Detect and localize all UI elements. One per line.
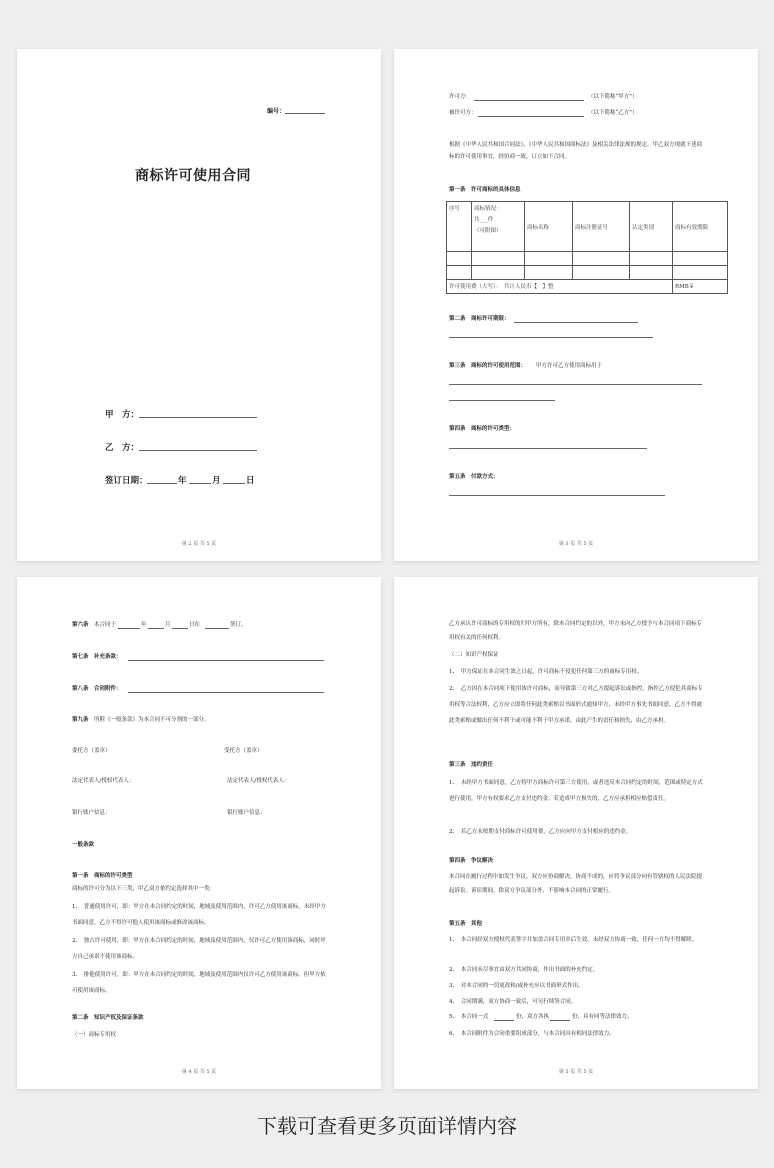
party-b-label: 乙 方： [105, 443, 140, 453]
article-3-blank [449, 384, 702, 385]
contract-number-label: 编号： [267, 108, 286, 115]
status-line-1: 商标情况： [474, 206, 502, 212]
article-8-title: 第八条 合同附件： [72, 686, 122, 692]
licensor-label: 许可方： [449, 94, 472, 100]
article-2-blank [514, 322, 638, 323]
article-3-text: 甲方许可乙方使用商标用于 [536, 363, 603, 369]
month-label: 月 [212, 476, 221, 486]
gt-article-2-title: 第二条 知识产权及保证条款 [72, 1015, 144, 1021]
page-5 [394, 577, 758, 1089]
col-header-status [472, 202, 525, 252]
col-header-validity: 商标有效期限 [673, 202, 728, 252]
licensee-note: （以下简称“乙方”） [588, 110, 638, 116]
bank-info-label-2: 银行账户信息： [227, 810, 266, 816]
col-header-name: 商标名称 [525, 202, 573, 252]
article-6-day-blank [172, 628, 188, 629]
page-footer: 第 4 页 共 5 页 [181, 1069, 217, 1075]
p5-paragraph: 6、 本合同附件为合同重要组成部分，与本合同具有相同法律效力。 [449, 1031, 615, 1037]
p5-article-5-title: 第五条 其他 [449, 921, 483, 927]
page-cover [17, 49, 381, 561]
article-3-title: 第三条 商标的许可使用范围： [449, 363, 527, 369]
table-row [447, 252, 728, 266]
p5-paragraph: 本合同在履行过程中如发生争议，双方应协商解决。协商不成的，应将争议部分向有管辖权的人民法院提起诉讼。诉讼期间，除双方争议部分外，不影响本合同的正常履行。 [449, 874, 703, 894]
p5-article-3-title: 第三条 违约责任 [449, 762, 494, 768]
col-header-reg: 商标注册证号 [573, 202, 630, 252]
download-caption: 下载可查看更多页面详情内容 [257, 1114, 517, 1138]
col-header-type: 认定类别 [630, 202, 673, 252]
licensor-blank [474, 100, 584, 101]
page-4 [17, 577, 381, 1089]
page-footer: 第 3 页 共 5 页 [558, 541, 594, 547]
p5-copies-b: 份，双方各执 [516, 1014, 550, 1020]
article-3-blank-2 [449, 400, 555, 401]
article-6-place-blank [205, 628, 229, 629]
article-6-month: 月 [165, 622, 171, 628]
article-2-title: 第二条 商标许可期限： [449, 316, 510, 322]
gt-paragraph: 1、 普通使用许可，即：甲方在本合同约定的时间，地域及使用范围内，许可乙方使用该商标，未经甲方书面同意，乙方不得许可他人使用该商标或修改该商标。 [72, 904, 326, 926]
legal-rep-label-1: 法定代表人/授权代表人： [72, 778, 135, 784]
article-5-blank [449, 495, 665, 496]
article-6-year-blank [118, 628, 140, 629]
col-header-no: 序号 [447, 202, 472, 252]
entrusted-party-label: 受托方（盖章） [224, 748, 263, 754]
article-6-label: 第六条 [72, 622, 89, 628]
p5-article-4-title: 第四条 争议解决 [449, 858, 494, 864]
sign-date-label: 签订日期： [105, 476, 148, 486]
p5-paragraph: 2、 本合同未尽事宜由双方共同协商，作出书面的补充约定。 [449, 967, 599, 973]
page-footer: 第 5 页 共 5 页 [558, 1069, 594, 1075]
gt-paragraph: 3、 排他使用许可，即：甲方在本合同约定的时间，地域及使用范围内仅许可乙方使用该商标，但甲方依可使用该商标。 [72, 972, 326, 994]
p5-copies-blank-2 [550, 1020, 570, 1021]
contract-number-blank [285, 113, 325, 114]
p5-paragraph: 4、 合同期满，双方协商一致后，可另行续签合同。 [449, 999, 577, 1005]
p5-copies-c: 份，具有同等法律效力。 [572, 1014, 633, 1020]
bank-info-label-1: 银行账户信息： [72, 810, 111, 816]
status-line-3: （可附图） [474, 228, 502, 234]
article-6-month-blank [148, 628, 164, 629]
article-5-title: 第五条 付款方式： [449, 474, 499, 480]
p5-paragraph: 1、 未经甲方书面同意，乙方将甲方商标许可第三方使用，或者违反本合同约定的时间，范围或特定方式进行使用，甲方有权要求乙方支付违约金。若造成甲方损失的，乙方应承担相应赔偿责任。 [449, 780, 703, 802]
month-blank [189, 483, 211, 484]
entrust-party-label: 委托方（盖章） [72, 748, 111, 754]
year-blank [147, 483, 177, 484]
gt-paragraph: 2、 独占许可使用，即：甲方在本合同约定的时间，地域及使用范围内，仅许可乙方使用该商标，同时甲方自己承诺不使用该商标。 [72, 938, 326, 960]
article-4-title: 第四条 商标的许可类型： [449, 426, 516, 432]
p5-paragraph: 2、 乙方因在本合同项下使用该许可商标，而导致第三方对乙方提起诉讼或指控，指控乙方侵犯其商标专用权等合法权利，乙方应立即将任何此类索赔以书面形式通知甲方，未经甲方事先书面同意，乙方不得就此类索赔或做出任何不利于或可能不利于甲方承诺，由此产生的责任和损失，由乙方承担。 [449, 686, 703, 724]
article-1-title: 第一条 许可商标的具体信息 [449, 187, 521, 193]
p5-copies-a: 5、 本合同一式 [449, 1014, 489, 1020]
article-9-text: 所附《一般条款》为本合同不可分割的一部分。 [94, 717, 210, 723]
party-a-label: 甲 方： [105, 410, 140, 420]
preamble: 根据《中华人民共和国合同法》、《中华人民共和国商标法》及相关法律法规的规定，甲乙双方现就下述商标的许可使用事宜，经协商一致，订立如下合同。 [449, 142, 703, 160]
status-line-2: 共___件 [474, 217, 494, 223]
p5-copies-blank-1 [494, 1020, 514, 1021]
article-6-signed: 签订。 [230, 622, 247, 628]
gt-subsection: （一）商标专用权 [72, 1032, 117, 1038]
table-row [447, 266, 728, 280]
party-a-blank [139, 417, 257, 418]
fee-label: 许可使用费（大写）： 共计人民币【 】整 [447, 280, 673, 294]
article-6-text-1: 本合同于 [94, 622, 117, 628]
legal-rep-label-2: 法定代表人/授权代表人： [227, 778, 290, 784]
p5-paragraph: 2、 若乙方未按期支付商标许可使用费，乙方应向甲方支付相应的违约金。 [449, 829, 632, 835]
licensor-note: （以下简称“甲方”） [588, 94, 638, 100]
article-9-title: 第九条 [72, 717, 89, 723]
article-8-blank [128, 692, 324, 693]
p5-subsection: （二）知识产权保证 [449, 652, 499, 658]
article-6-day: 日在 [189, 622, 201, 628]
licensee-blank [478, 116, 584, 117]
fee-currency: RMB￥ [673, 280, 728, 294]
p5-paragraph: 1、 本合同经双方授权代表签字并加盖合同专用章后生效，未经双方协商一致，任何一方均不得解除。 [449, 937, 698, 943]
year-label: 年 [178, 476, 187, 486]
day-blank [223, 483, 245, 484]
p5-paragraph: 3、 对本合同的一切更改和/或补充应以书面形式作出。 [449, 983, 584, 989]
licensee-label: 被许可方： [449, 110, 477, 116]
fee-row [447, 280, 728, 294]
p5-paragraph: 1、 甲方保证在本合同生效之日起，许可商标不侵犯任何第三方的商标专用权。 [449, 669, 643, 675]
contract-title: 商标许可使用合同 [135, 168, 251, 184]
article-6-year: 年 [141, 622, 147, 628]
gt-article-1-title: 第一条 商标的许可类型 [72, 873, 133, 879]
trademark-table [446, 201, 728, 294]
article-2-blank-2 [449, 337, 653, 338]
party-b-blank [139, 450, 257, 451]
day-label: 日 [246, 476, 255, 486]
p5-paragraph: 乙方承认许可商标的专用权的归甲方所有，除本合同约定的以外，甲方未向乙方授予与本合同项下商标专用权有关的任何权利。 [449, 621, 703, 641]
article-7-title: 第七条 补充条款： [72, 654, 122, 660]
page-footer: 第 2 页 共 5 页 [181, 541, 217, 547]
article-4-blank [449, 448, 647, 449]
general-terms-heading: 一般条款 [72, 842, 95, 848]
page-3 [394, 49, 758, 561]
gt-paragraph: 商标的许可分为以下三类，甲乙双方依约定选择其中一类： [72, 886, 216, 892]
article-7-blank [128, 660, 324, 661]
